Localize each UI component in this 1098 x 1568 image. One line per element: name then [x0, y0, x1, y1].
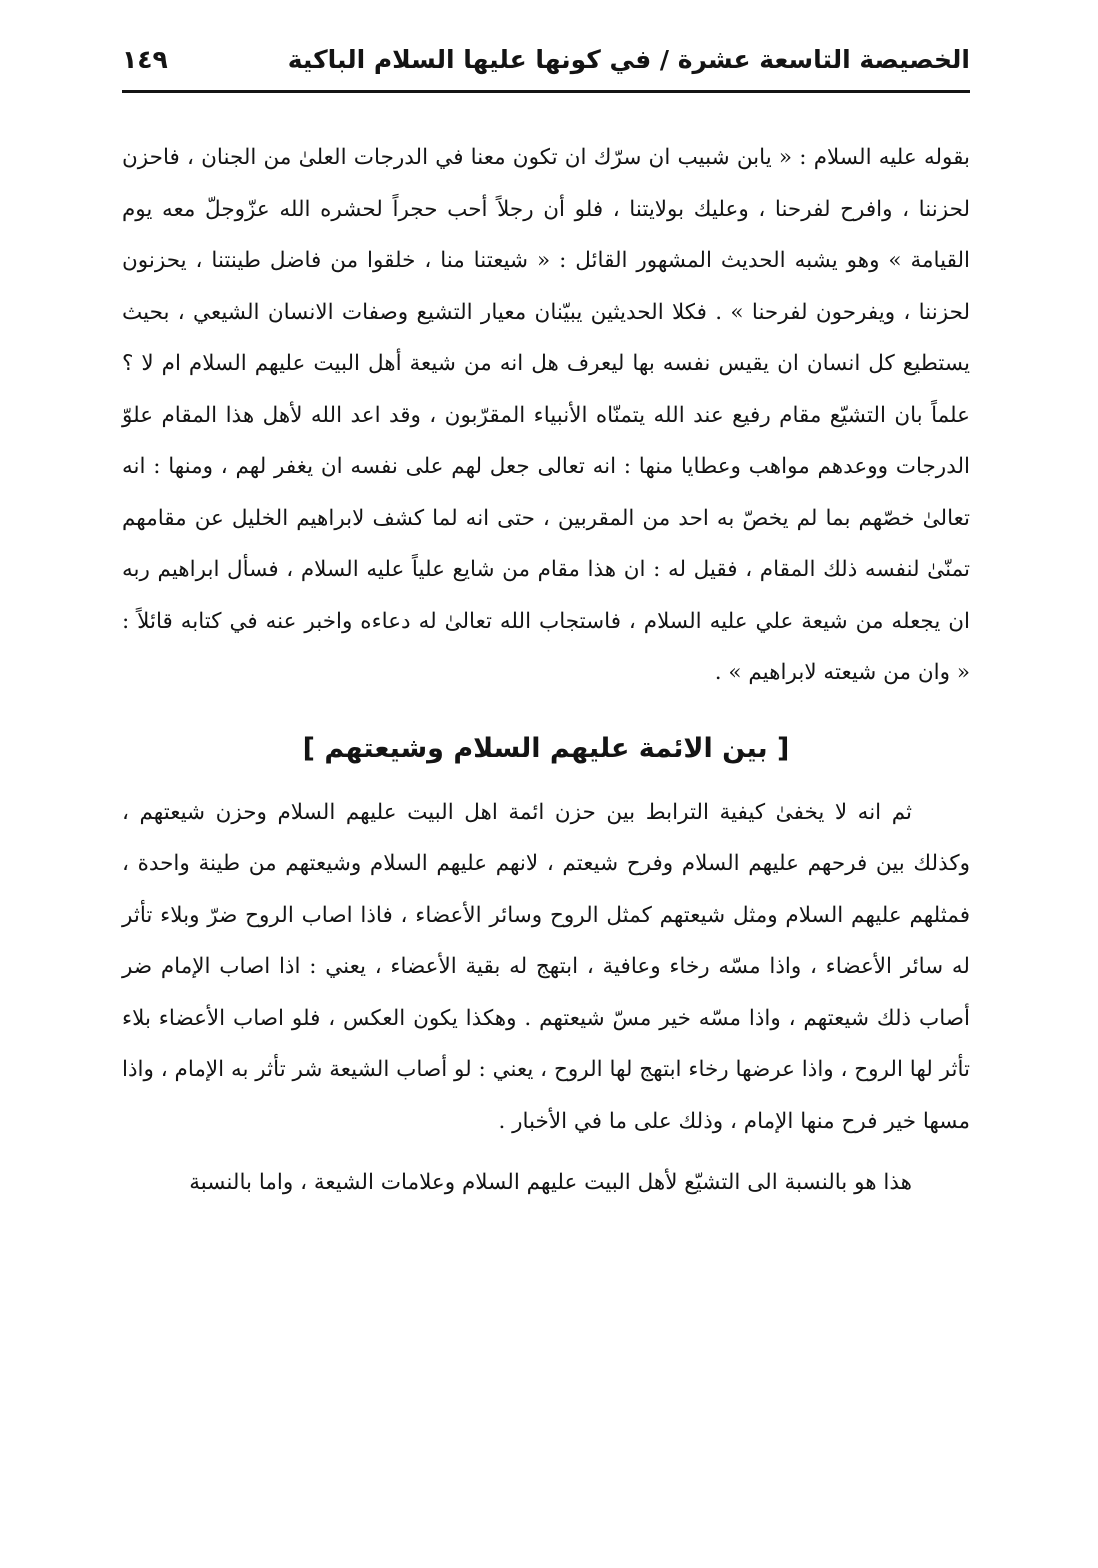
body-text — [122, 132, 970, 1209]
page-header — [122, 38, 970, 93]
page-number: ١٤٩ — [122, 45, 168, 74]
paragraph-continuation: هذا هو بالنسبة الى التشيّع لأهل البيت عليهم السلام وعلامات الشيعة ، واما بالنسبة — [189, 1170, 912, 1195]
paragraph-imams-and-shia: ثم انه لا يخفىٰ كيفية الترابط بين حزن ائمة اهل البيت عليهم السلام وحزن شيعتهم ، وكذلك بين فرحهم عليهم السلام وفرح شيعتم ، لانهم عليهم السلام وشيعتهم من طينة واحدة ، فمثلهم عليهم السلام ومثل شيعتهم كمثل الروح وسائر الأعضاء ، فاذا اصاب الروح ضرّ وبلاء تأثر له سائر الأعضاء ، واذا مسّه رخاء وعافية ، ابتهج له بقية الأعضاء ، يعني : اذا اصاب الإمام ضر أصاب ذلك شيعتهم ، واذا مسّه خير مسّ شيعتهم . وهكذا يكون العكس ، فلو اصاب الأعضاء بلاء تأثر لها الروح ، واذا عرضها رخاء ابتهج لها الروح ، يعني : لو أصاب الشيعة شر تأثر به الإمام ، واذا مسها خير فرح منها الإمام ، وذلك على ما في الأخبار . — [122, 799, 970, 1134]
paragraph-opening: بقوله عليه السلام : « يابن شبيب ان سرّك ان تكون معنا في الدرجات العلىٰ من الجنان ، فاحزن لحزننا ، وافرح لفرحنا ، وعليك بولايتنا ، فلو أن رجلاً أحب حجراً لحشره الله عزّوجلّ معه يوم القيامة » وهو يشبه الحديث المشهور القائل : « شيعتنا منا ، خلقوا من فاضل طينتنا ، يحزنون لحزننا ، ويفرحون لفرحنا » . فكلا الحديثين يبيّنان معيار التشيع وصفات الانسان الشيعي ، بحيث يستطيع كل انسان ان يقيس نفسه بها ليعرف هل انه من شيعة أهل البيت عليهم السلام ام لا ؟ علماً بان التشيّع مقام رفيع عند الله يتمنّاه الأنبياء المقرّبون ، وقد اعد الله لأهل هذا المقام علوّ الدرجات ووعدهم مواهب وعطايا منها : انه تعالى جعل لهم على نفسه ان يغفر لهم ، ومنها : انه تعالىٰ خصّهم بما لم يخصّ به احد من المقربين ، حتى انه لما كشف لابراهيم الخليل عن مقامهم تمنّىٰ لنفسه ذلك المقام ، فقيل له : ان هذا مقام من شايع علياً عليه السلام ، فسأل ابراهيم ربه ان يجعله من شيعة علي عليه السلام ، فاستجاب الله تعالىٰ له دعاءه واخبر عنه في كتابه قائلاً : « وان من شيعته لابراهيم » . — [122, 145, 970, 685]
section-heading: [ بين الائمة عليهم السلام وشيعتهم ] — [302, 732, 790, 764]
running-title: الخصيصة التاسعة عشرة / في كونها عليها السلام الباكية — [287, 45, 970, 74]
